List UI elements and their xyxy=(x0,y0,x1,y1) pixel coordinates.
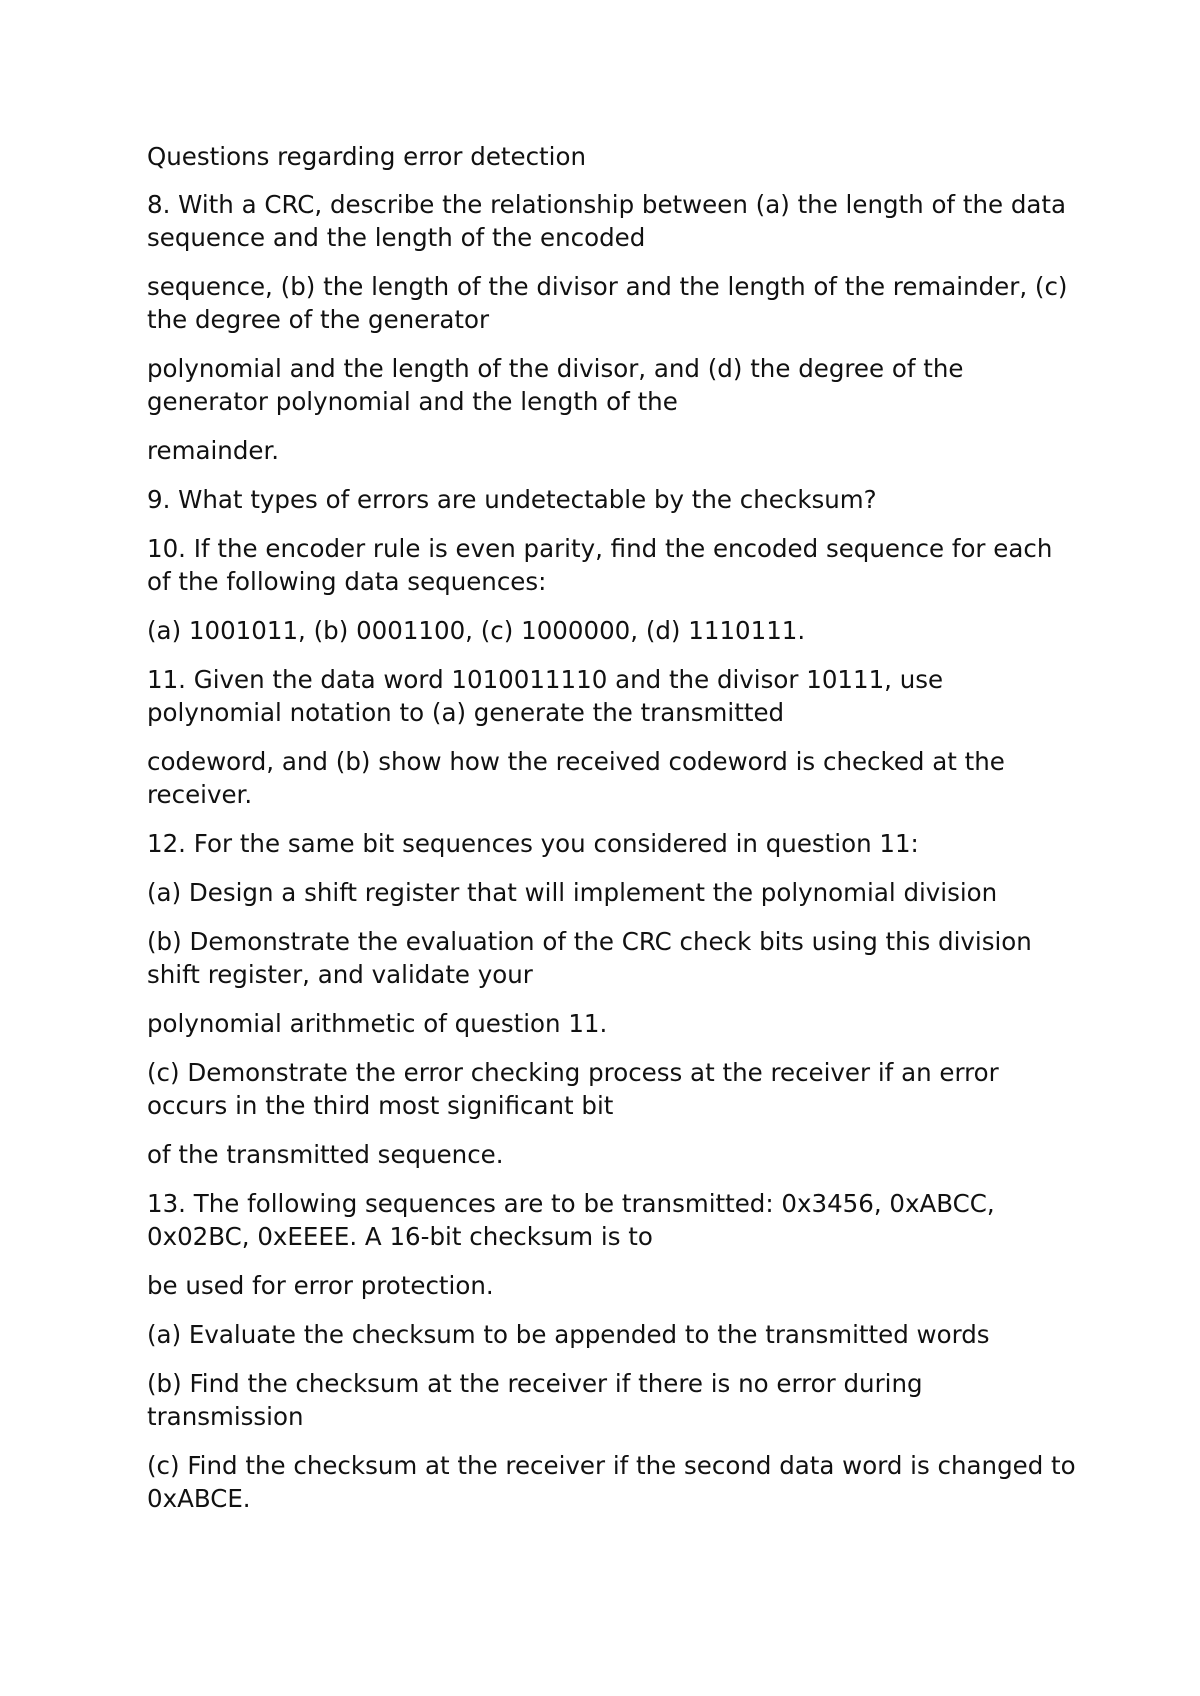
question-13-b: (b) Find the checksum at the receiver if there is no error during transmission xyxy=(147,1369,923,1431)
document-body xyxy=(147,140,1077,1531)
question-12-b-part-1: (b) Demonstrate the evaluation of the CRC check bits using this division shift register, and validate your xyxy=(147,927,1032,989)
question-12: 12. For the same bit sequences you considered in question 11: xyxy=(147,829,919,858)
question-13-part-2: be used for error protection. xyxy=(147,1271,494,1300)
question-11-part-1: 11. Given the data word 1010011110 and the divisor 10111, use polynomial notation to (a) generate the transmitted xyxy=(147,665,944,727)
question-8-part-4: remainder. xyxy=(147,436,280,465)
question-8-part-1: 8. With a CRC, describe the relationship between (a) the length of the data sequence and the length of the encoded xyxy=(147,190,1067,252)
question-9: 9. What types of errors are undetectable by the checksum? xyxy=(147,485,877,514)
question-12-a: (a) Design a shift register that will implement the polynomial division xyxy=(147,878,998,907)
question-10-sequences: (a) 1001011, (b) 0001100, (c) 1000000, (d) 1110111. xyxy=(147,616,806,645)
question-12-b-part-2: polynomial arithmetic of question 11. xyxy=(147,1009,608,1038)
question-10: 10. If the encoder rule is even parity, find the encoded sequence for each of the following data sequences: xyxy=(147,534,1053,596)
question-13-part-1: 13. The following sequences are to be transmitted: 0x3456, 0xABCC, 0x02BC, 0xEEEE. A 16-bit checksum is to xyxy=(147,1189,995,1251)
question-12-c-part-2: of the transmitted sequence. xyxy=(147,1140,504,1169)
document-heading: Questions regarding error detection xyxy=(147,142,586,171)
question-8-part-2: sequence, (b) the length of the divisor and the length of the remainder, (c) the degree of the generator xyxy=(147,272,1068,334)
question-13-c: (c) Find the checksum at the receiver if the second data word is changed to 0xABCE. xyxy=(147,1451,1076,1513)
question-11-part-2: codeword, and (b) show how the received codeword is checked at the receiver. xyxy=(147,747,1005,809)
question-13-a: (a) Evaluate the checksum to be appended to the transmitted words xyxy=(147,1320,990,1349)
question-8-part-3: polynomial and the length of the divisor, and (d) the degree of the generator polynomial and the length of the xyxy=(147,354,964,416)
question-12-c-part-1: (c) Demonstrate the error checking process at the receiver if an error occurs in the third most significant bit xyxy=(147,1058,999,1120)
